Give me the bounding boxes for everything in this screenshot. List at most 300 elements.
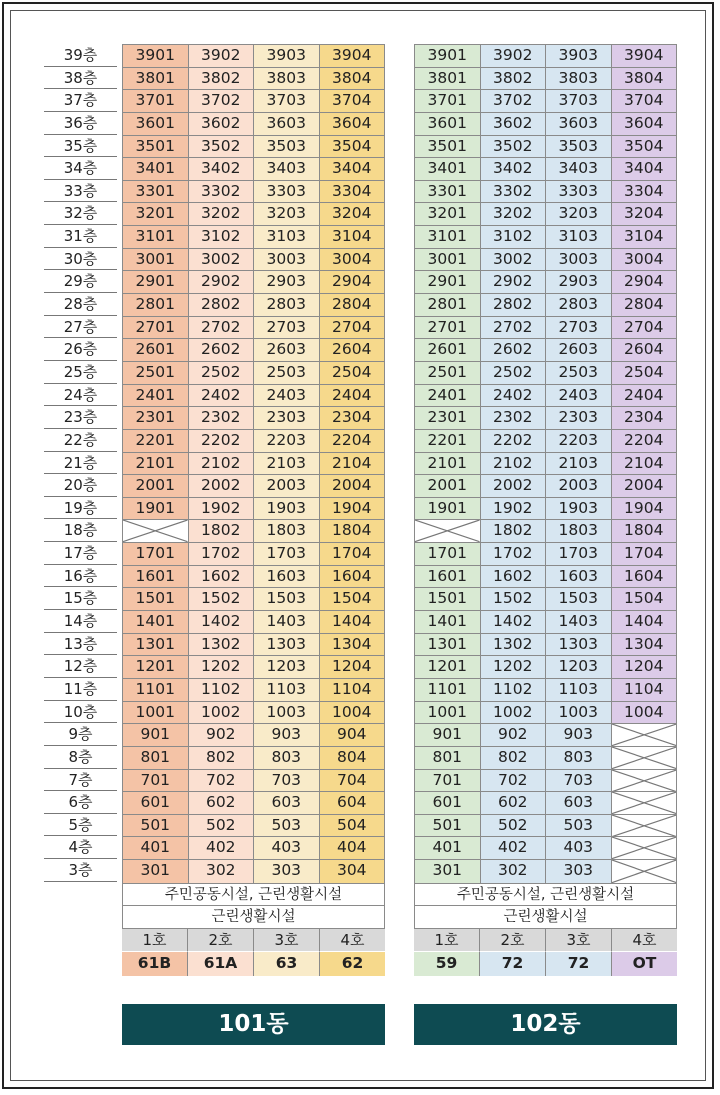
floor-label: 17층 xyxy=(44,542,117,565)
unit-cell: 1504 xyxy=(612,588,677,611)
unit-cell: 2801 xyxy=(415,294,481,317)
floor-label: 21층 xyxy=(44,452,117,475)
unit-label-row xyxy=(414,929,677,952)
unit-label: 4호 xyxy=(320,929,385,952)
empty-unit-cell xyxy=(612,724,677,747)
floor-row xyxy=(415,430,676,453)
unit-cell: 1503 xyxy=(254,588,320,611)
unit-cell: 3304 xyxy=(320,181,385,204)
unit-label: 1호 xyxy=(122,929,188,952)
empty-unit-cell xyxy=(612,815,677,838)
unit-cell: 601 xyxy=(415,792,481,815)
floor-label: 31층 xyxy=(44,225,117,248)
unit-cell: 1402 xyxy=(481,611,547,634)
floor-row xyxy=(415,362,676,385)
unit-cell: 1602 xyxy=(481,566,547,589)
unit-cell: 2504 xyxy=(612,362,677,385)
floor-label: 29층 xyxy=(44,270,117,293)
floor-label: 38층 xyxy=(44,67,117,90)
unit-cell: 3202 xyxy=(189,203,255,226)
unit-cell: 1404 xyxy=(612,611,677,634)
building-102 xyxy=(414,44,677,976)
floor-row xyxy=(415,271,676,294)
unit-cell: 1201 xyxy=(415,656,481,679)
floor-row xyxy=(415,385,676,408)
floor-row xyxy=(123,770,384,793)
unit-grid-102 xyxy=(414,44,677,884)
floor-row xyxy=(415,136,676,159)
unit-cell: 1802 xyxy=(481,520,547,543)
floor-row xyxy=(415,724,676,747)
floor-row xyxy=(415,317,676,340)
unit-cell: 2903 xyxy=(546,271,612,294)
floor-label-column xyxy=(44,44,117,882)
unit-cell: 1702 xyxy=(189,543,255,566)
unit-cell: 2604 xyxy=(612,339,677,362)
floor-label: 27층 xyxy=(44,316,117,339)
unit-cell: 302 xyxy=(481,860,547,883)
unit-cell: 3702 xyxy=(189,90,255,113)
floor-row xyxy=(123,588,384,611)
unit-cell: 1103 xyxy=(546,679,612,702)
unit-cell: 2103 xyxy=(546,453,612,476)
unit-cell: 2903 xyxy=(254,271,320,294)
unit-cell: 1301 xyxy=(415,634,481,657)
unit-cell: 2201 xyxy=(415,430,481,453)
unit-cell: 702 xyxy=(481,770,547,793)
floor-row xyxy=(123,136,384,159)
floor-row xyxy=(123,543,384,566)
cross-icon xyxy=(123,520,188,542)
floor-label: 28층 xyxy=(44,293,117,316)
unit-cell: 1804 xyxy=(320,520,385,543)
unit-cell: 1001 xyxy=(123,702,189,725)
unit-label: 3호 xyxy=(254,929,320,952)
floor-row xyxy=(415,543,676,566)
unit-cell: 3904 xyxy=(612,45,677,68)
unit-cell: 2703 xyxy=(546,317,612,340)
unit-cell: 3901 xyxy=(123,45,189,68)
floor-label: 34층 xyxy=(44,157,117,180)
unit-cell: 2501 xyxy=(123,362,189,385)
unit-cell: 401 xyxy=(123,837,189,860)
unit-label: 2호 xyxy=(480,929,546,952)
unit-cell: 801 xyxy=(123,747,189,770)
unit-cell: 3904 xyxy=(320,45,385,68)
unit-cell: 2302 xyxy=(481,407,547,430)
unit-label-row xyxy=(122,929,385,952)
floor-label: 3층 xyxy=(44,859,117,882)
floor-label: 39층 xyxy=(44,44,117,67)
unit-cell: 3703 xyxy=(546,90,612,113)
unit-cell: 1004 xyxy=(320,702,385,725)
unit-cell: 2102 xyxy=(189,453,255,476)
unit-cell: 1104 xyxy=(320,679,385,702)
unit-type: 72 xyxy=(546,952,612,976)
cross-icon xyxy=(612,792,677,814)
unit-cell: 3801 xyxy=(415,68,481,91)
unit-cell: 3202 xyxy=(481,203,547,226)
floor-row xyxy=(123,702,384,725)
unit-cell: 3502 xyxy=(481,136,547,159)
unit-cell: 2201 xyxy=(123,430,189,453)
unit-type: OT xyxy=(612,952,677,976)
unit-cell: 3402 xyxy=(189,158,255,181)
floor-row xyxy=(123,634,384,657)
unit-cell: 2503 xyxy=(254,362,320,385)
unit-type: 59 xyxy=(414,952,480,976)
floor-row xyxy=(123,271,384,294)
unit-cell: 1604 xyxy=(320,566,385,589)
floor-label: 36층 xyxy=(44,112,117,135)
unit-cell: 3902 xyxy=(481,45,547,68)
unit-cell: 1904 xyxy=(612,498,677,521)
floor-row xyxy=(415,45,676,68)
floor-row xyxy=(123,158,384,181)
unit-cell: 502 xyxy=(189,815,255,838)
unit-cell: 1303 xyxy=(254,634,320,657)
floor-row xyxy=(415,566,676,589)
unit-cell: 2104 xyxy=(612,453,677,476)
unit-cell: 3204 xyxy=(320,203,385,226)
unit-cell: 2002 xyxy=(189,475,255,498)
unit-cell: 2701 xyxy=(415,317,481,340)
floor-label: 11층 xyxy=(44,678,117,701)
unit-cell: 803 xyxy=(254,747,320,770)
unit-cell: 403 xyxy=(546,837,612,860)
unit-cell: 3802 xyxy=(481,68,547,91)
unit-cell: 804 xyxy=(320,747,385,770)
unit-cell: 3503 xyxy=(254,136,320,159)
unit-cell: 2102 xyxy=(481,453,547,476)
floor-row xyxy=(415,90,676,113)
unit-cell: 1804 xyxy=(612,520,677,543)
unit-cell: 1002 xyxy=(189,702,255,725)
unit-cell: 604 xyxy=(320,792,385,815)
unit-cell: 2902 xyxy=(481,271,547,294)
floor-row xyxy=(415,453,676,476)
cross-icon xyxy=(612,747,677,769)
unit-cell: 2502 xyxy=(481,362,547,385)
unit-cell: 1404 xyxy=(320,611,385,634)
empty-unit-cell xyxy=(123,520,189,543)
unit-cell: 3201 xyxy=(123,203,189,226)
unit-cell: 1002 xyxy=(481,702,547,725)
unit-cell: 3604 xyxy=(612,113,677,136)
unit-cell: 1704 xyxy=(320,543,385,566)
unit-cell: 3504 xyxy=(612,136,677,159)
unit-cell: 2103 xyxy=(254,453,320,476)
unit-cell: 2003 xyxy=(546,475,612,498)
unit-label: 4호 xyxy=(612,929,677,952)
unit-cell: 2003 xyxy=(254,475,320,498)
cross-icon xyxy=(612,837,677,859)
unit-cell: 1101 xyxy=(123,679,189,702)
floor-row xyxy=(123,90,384,113)
unit-cell: 2204 xyxy=(320,430,385,453)
unit-cell: 2603 xyxy=(254,339,320,362)
floor-row xyxy=(123,68,384,91)
unit-cell: 3004 xyxy=(612,249,677,272)
floor-row xyxy=(123,611,384,634)
floor-row xyxy=(123,203,384,226)
unit-cell: 3302 xyxy=(481,181,547,204)
unit-cell: 3003 xyxy=(546,249,612,272)
unit-cell: 2802 xyxy=(189,294,255,317)
unit-cell: 2301 xyxy=(415,407,481,430)
floor-label: 4층 xyxy=(44,836,117,859)
floor-row xyxy=(123,294,384,317)
floor-label: 18층 xyxy=(44,519,117,542)
floor-row xyxy=(123,475,384,498)
unit-cell: 304 xyxy=(320,860,385,883)
floor-label: 33층 xyxy=(44,180,117,203)
unit-cell: 1403 xyxy=(546,611,612,634)
unit-cell: 3301 xyxy=(123,181,189,204)
floor-row xyxy=(123,339,384,362)
unit-cell: 1504 xyxy=(320,588,385,611)
unit-cell: 2603 xyxy=(546,339,612,362)
unit-cell: 503 xyxy=(254,815,320,838)
cross-icon xyxy=(612,815,677,837)
floor-row xyxy=(415,837,676,860)
floor-row xyxy=(415,656,676,679)
unit-cell: 903 xyxy=(254,724,320,747)
unit-cell: 2804 xyxy=(320,294,385,317)
unit-cell: 801 xyxy=(415,747,481,770)
unit-cell: 3702 xyxy=(481,90,547,113)
unit-cell: 3602 xyxy=(481,113,547,136)
unit-cell: 2001 xyxy=(123,475,189,498)
unit-cell: 2403 xyxy=(546,385,612,408)
unit-cell: 2203 xyxy=(546,430,612,453)
unit-cell: 1603 xyxy=(254,566,320,589)
unit-cell: 2204 xyxy=(612,430,677,453)
unit-cell: 1701 xyxy=(415,543,481,566)
unit-cell: 2702 xyxy=(189,317,255,340)
unit-cell: 3704 xyxy=(612,90,677,113)
floor-row xyxy=(415,679,676,702)
unit-cell: 2304 xyxy=(320,407,385,430)
unit-cell: 701 xyxy=(415,770,481,793)
unit-cell: 901 xyxy=(415,724,481,747)
unit-cell: 3103 xyxy=(254,226,320,249)
unit-cell: 2303 xyxy=(254,407,320,430)
unit-cell: 3003 xyxy=(254,249,320,272)
unit-cell: 1202 xyxy=(481,656,547,679)
unit-cell: 3802 xyxy=(189,68,255,91)
unit-cell: 403 xyxy=(254,837,320,860)
floor-row xyxy=(123,45,384,68)
unit-cell: 1202 xyxy=(189,656,255,679)
unit-cell: 2401 xyxy=(123,385,189,408)
unit-cell: 3902 xyxy=(189,45,255,68)
floor-row xyxy=(415,634,676,657)
unit-cell: 2202 xyxy=(189,430,255,453)
building-101 xyxy=(122,44,385,976)
unit-cell: 1604 xyxy=(612,566,677,589)
unit-cell: 3104 xyxy=(612,226,677,249)
unit-cell: 2601 xyxy=(415,339,481,362)
unit-cell: 3002 xyxy=(481,249,547,272)
unit-cell: 1503 xyxy=(546,588,612,611)
unit-cell: 1004 xyxy=(612,702,677,725)
unit-cell: 1902 xyxy=(189,498,255,521)
unit-cell: 3701 xyxy=(123,90,189,113)
unit-cell: 1601 xyxy=(123,566,189,589)
unit-cell: 3901 xyxy=(415,45,481,68)
unit-cell: 1304 xyxy=(612,634,677,657)
unit-cell: 1903 xyxy=(546,498,612,521)
unit-cell: 704 xyxy=(320,770,385,793)
unit-cell: 1702 xyxy=(481,543,547,566)
floor-row xyxy=(415,747,676,770)
unit-cell: 3401 xyxy=(123,158,189,181)
unit-cell: 1403 xyxy=(254,611,320,634)
unit-cell: 3301 xyxy=(415,181,481,204)
empty-unit-cell xyxy=(612,792,677,815)
unit-cell: 1101 xyxy=(415,679,481,702)
unit-cell: 1701 xyxy=(123,543,189,566)
unit-cell: 3603 xyxy=(546,113,612,136)
unit-cell: 402 xyxy=(189,837,255,860)
unit-type-row xyxy=(122,952,385,976)
unit-type: 62 xyxy=(320,952,385,976)
unit-cell: 3104 xyxy=(320,226,385,249)
unit-cell: 3601 xyxy=(415,113,481,136)
unit-cell: 3203 xyxy=(546,203,612,226)
unit-cell: 2803 xyxy=(546,294,612,317)
unit-cell: 501 xyxy=(123,815,189,838)
unit-cell: 2004 xyxy=(320,475,385,498)
floor-label: 24층 xyxy=(44,384,117,407)
unit-cell: 1203 xyxy=(254,656,320,679)
unit-cell: 2004 xyxy=(612,475,677,498)
empty-unit-cell xyxy=(612,860,677,883)
unit-cell: 2804 xyxy=(612,294,677,317)
floor-label: 32층 xyxy=(44,202,117,225)
floor-row xyxy=(123,453,384,476)
unit-cell: 1103 xyxy=(254,679,320,702)
unit-cell: 2904 xyxy=(612,271,677,294)
unit-cell: 1304 xyxy=(320,634,385,657)
unit-cell: 3903 xyxy=(546,45,612,68)
unit-cell: 2304 xyxy=(612,407,677,430)
unit-cell: 3501 xyxy=(123,136,189,159)
unit-cell: 3403 xyxy=(546,158,612,181)
unit-cell: 2001 xyxy=(415,475,481,498)
unit-cell: 2404 xyxy=(612,385,677,408)
unit-cell: 503 xyxy=(546,815,612,838)
unit-cell: 2803 xyxy=(254,294,320,317)
floor-row xyxy=(415,588,676,611)
unit-cell: 2501 xyxy=(415,362,481,385)
floor-label: 26층 xyxy=(44,338,117,361)
unit-cell: 1502 xyxy=(481,588,547,611)
unit-cell: 3102 xyxy=(189,226,255,249)
facility-line-1: 주민공동시설, 근린생활시설 xyxy=(414,884,677,907)
unit-cell: 3804 xyxy=(320,68,385,91)
unit-cell: 2502 xyxy=(189,362,255,385)
floor-row xyxy=(415,498,676,521)
unit-cell: 1203 xyxy=(546,656,612,679)
unit-cell: 2601 xyxy=(123,339,189,362)
empty-unit-cell xyxy=(612,747,677,770)
unit-label: 3호 xyxy=(546,929,612,952)
unit-cell: 2802 xyxy=(481,294,547,317)
floor-row xyxy=(123,724,384,747)
floor-label: 35층 xyxy=(44,135,117,158)
unit-label: 2호 xyxy=(188,929,254,952)
empty-unit-cell xyxy=(612,837,677,860)
floor-label: 7층 xyxy=(44,769,117,792)
unit-cell: 301 xyxy=(123,860,189,883)
unit-cell: 1303 xyxy=(546,634,612,657)
unit-label: 1호 xyxy=(414,929,480,952)
unit-cell: 1001 xyxy=(415,702,481,725)
unit-cell: 303 xyxy=(254,860,320,883)
floor-row xyxy=(415,113,676,136)
unit-cell: 3001 xyxy=(123,249,189,272)
unit-cell: 3201 xyxy=(415,203,481,226)
floor-row xyxy=(415,702,676,725)
unit-cell: 2703 xyxy=(254,317,320,340)
empty-unit-cell xyxy=(612,770,677,793)
unit-cell: 3001 xyxy=(415,249,481,272)
floor-label: 5층 xyxy=(44,814,117,837)
floor-row xyxy=(123,113,384,136)
floor-row xyxy=(123,656,384,679)
unit-cell: 3504 xyxy=(320,136,385,159)
floor-row xyxy=(415,611,676,634)
unit-cell: 402 xyxy=(481,837,547,860)
cross-icon xyxy=(612,860,677,883)
unit-type: 63 xyxy=(254,952,320,976)
unit-cell: 603 xyxy=(254,792,320,815)
unit-cell: 702 xyxy=(189,770,255,793)
unit-cell: 1104 xyxy=(612,679,677,702)
unit-cell: 3303 xyxy=(254,181,320,204)
floor-row xyxy=(415,249,676,272)
unit-cell: 901 xyxy=(123,724,189,747)
floor-label: 16층 xyxy=(44,565,117,588)
floor-label: 14층 xyxy=(44,610,117,633)
unit-type-row xyxy=(414,952,677,976)
unit-cell: 3102 xyxy=(481,226,547,249)
unit-cell: 3602 xyxy=(189,113,255,136)
unit-cell: 1302 xyxy=(189,634,255,657)
unit-cell: 1802 xyxy=(189,520,255,543)
floor-row xyxy=(415,226,676,249)
unit-cell: 3004 xyxy=(320,249,385,272)
unit-cell: 703 xyxy=(546,770,612,793)
unit-cell: 303 xyxy=(546,860,612,883)
unit-cell: 2801 xyxy=(123,294,189,317)
unit-cell: 2702 xyxy=(481,317,547,340)
unit-cell: 1204 xyxy=(320,656,385,679)
unit-cell: 2902 xyxy=(189,271,255,294)
unit-cell: 1601 xyxy=(415,566,481,589)
unit-cell: 3502 xyxy=(189,136,255,159)
unit-cell: 1204 xyxy=(612,656,677,679)
unit-cell: 3501 xyxy=(415,136,481,159)
floor-label: 10층 xyxy=(44,701,117,724)
floor-row xyxy=(123,860,384,883)
floor-label: 19층 xyxy=(44,497,117,520)
unit-cell: 802 xyxy=(189,747,255,770)
unit-cell: 2203 xyxy=(254,430,320,453)
floor-row xyxy=(415,475,676,498)
